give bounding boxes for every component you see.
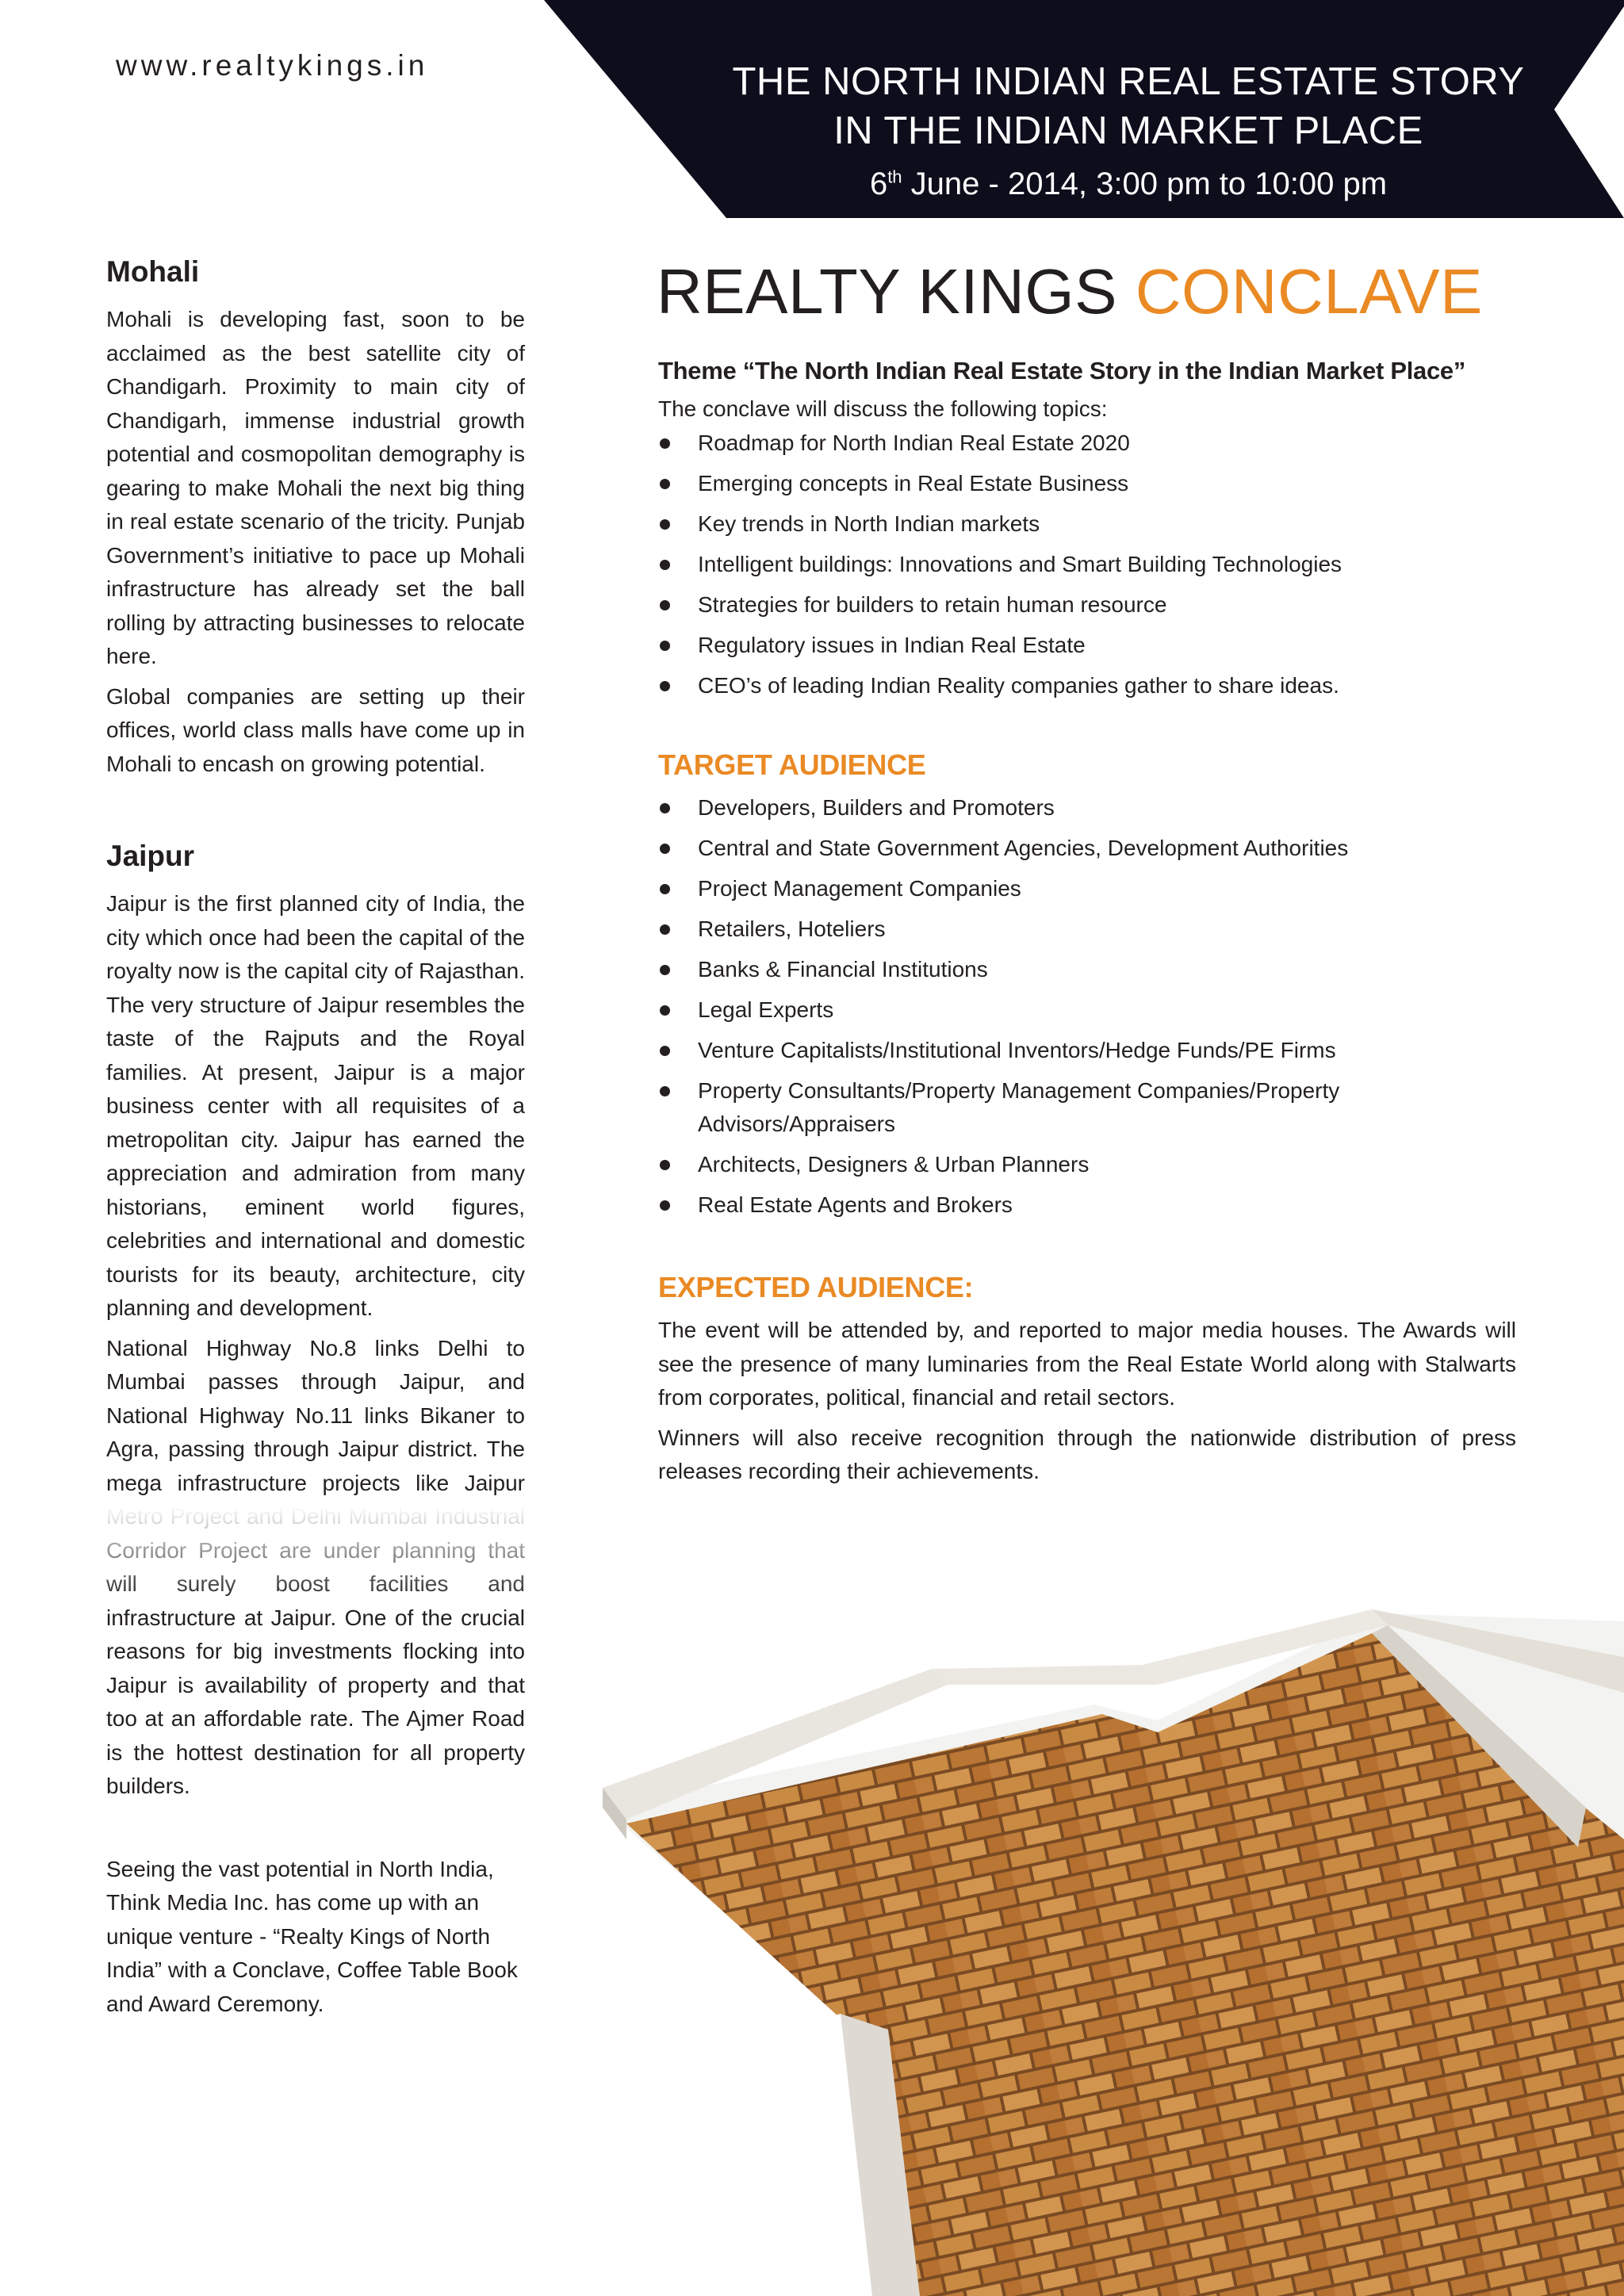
theme-line: Theme “The North Indian Real Estate Story in the Indian Market Place” [658, 357, 1466, 385]
list-item: Project Management Companies [658, 872, 1516, 905]
header-text [688, 57, 1568, 202]
list-item: Emerging concepts in Real Estate Business [658, 467, 1516, 500]
event-date: 6th June - 2014, 3:00 pm to 10:00 pm [869, 166, 1388, 201]
expected-audience-heading: EXPECTED AUDIENCE: [658, 1271, 974, 1303]
topics-intro: The conclave will discuss the following topics: [658, 396, 1108, 421]
list-item: Venture Capitalists/Institutional Inventors/Hedge Funds/PE Firms [658, 1034, 1516, 1067]
list-item: Real Estate Agents and Brokers [658, 1188, 1516, 1222]
list-item: Developers, Builders and Promoters [658, 791, 1516, 825]
list-item: Strategies for builders to retain human resource [658, 588, 1516, 622]
conclave-title: REALTY KINGS CONCLAVE [657, 256, 1483, 327]
list-item: Regulatory issues in Indian Real Estate [658, 629, 1516, 662]
list-item: Central and State Government Agencies, Development Authorities [658, 832, 1516, 865]
target-audience-heading: TARGET AUDIENCE [658, 748, 926, 781]
mohali-heading: Mohali [106, 255, 200, 288]
jaipur-paragraph-2: National Highway No.8 links Delhi to Mumbai passes through Jaipur, and National Highway No.11 links Bikaner to Agra, passing through Jaipur district. The mega infrastructure projects like Jaipur infrastructure at Jaipur. One of the crucial reasons for big investments flocking into Jaipur is availability of property and that too at an affordable rate. The Ajmer Road is the hottest destination for all property builders. [106, 1335, 525, 1798]
header-title-line1: THE NORTH INDIAN REAL ESTATE STORY [732, 60, 1525, 103]
mohali-paragraph-2: Global companies are setting up their offices, world class malls have come up in Mohali to encash on growing potential. [106, 683, 525, 776]
jaipur-paragraph-1: Jaipur is the first planned city of India, the city which once had been the capital of the royalty now is the capital city of Rajasthan. The very structure of Jaipur resembles the taste of the Rajputs and the Royal families. At present, Jaipur is a major business center with all requisites of a metropolitan city. Jaipur has earned the appreciation and admiration from many historians, eminent world figures, celebrities and international and domestic tourists for its beauty, architecture, city planning and development. [106, 891, 525, 1320]
expected-paragraph-1: The event will be attended by, and reported to major media houses. The Awards will see the presence of many luminaries from the Real Estate World along with Stalwarts from corporates, political, financial and retail sectors. [658, 1318, 1516, 1410]
website-url[interactable]: www.realtykings.in [116, 49, 429, 82]
list-item: Roadmap for North Indian Real Estate 2020 [658, 427, 1516, 460]
expected-paragraph-2: Winners will also receive recognition through the nationwide distribution of press releases recording their achievements. [658, 1425, 1516, 1483]
brick-floor-illustration [0, 1506, 1624, 2296]
list-item: CEO’s of leading Indian Reality companies gather to share ideas. [658, 669, 1516, 702]
right-column [658, 252, 1516, 1495]
list-item: Key trends in North Indian markets [658, 507, 1516, 541]
topics-list [658, 427, 1516, 702]
list-item: Banks & Financial Institutions [658, 953, 1516, 986]
list-item: Property Consultants/Property Management Companies/Property Advisors/Appraisers [658, 1074, 1516, 1141]
mohali-paragraph-1: Mohali is developing fast, soon to be acclaimed as the best satellite city of Chandigarh. Proximity to main city of Chandigarh, immense industrial growth potential and cosmopolitan demography is gearing to make Mohali the next big thing in real estate scenario of the tricity. Punjab Government’s initiative to pace up Mohali infrastructure has already set the ball rolling by attracting businesses to relocate here. [106, 307, 525, 668]
closing-paragraph: Seeing the vast potential in North India, Think Media Inc. has come up with an unique venture - “Realty Kings of North India” with a Conclave, Coffee Table Book and Award Ceremony. [106, 1856, 518, 2016]
target-audience-list [658, 791, 1516, 1222]
jaipur-heading: Jaipur [106, 840, 195, 872]
list-item: Architects, Designers & Urban Planners [658, 1148, 1516, 1181]
list-item: Retailers, Hoteliers [658, 913, 1516, 946]
list-item: Intelligent buildings: Innovations and Smart Building Technologies [658, 548, 1516, 581]
header-title-line2: IN THE INDIAN MARKET PLACE [833, 109, 1423, 152]
list-item: Legal Experts [658, 993, 1516, 1027]
